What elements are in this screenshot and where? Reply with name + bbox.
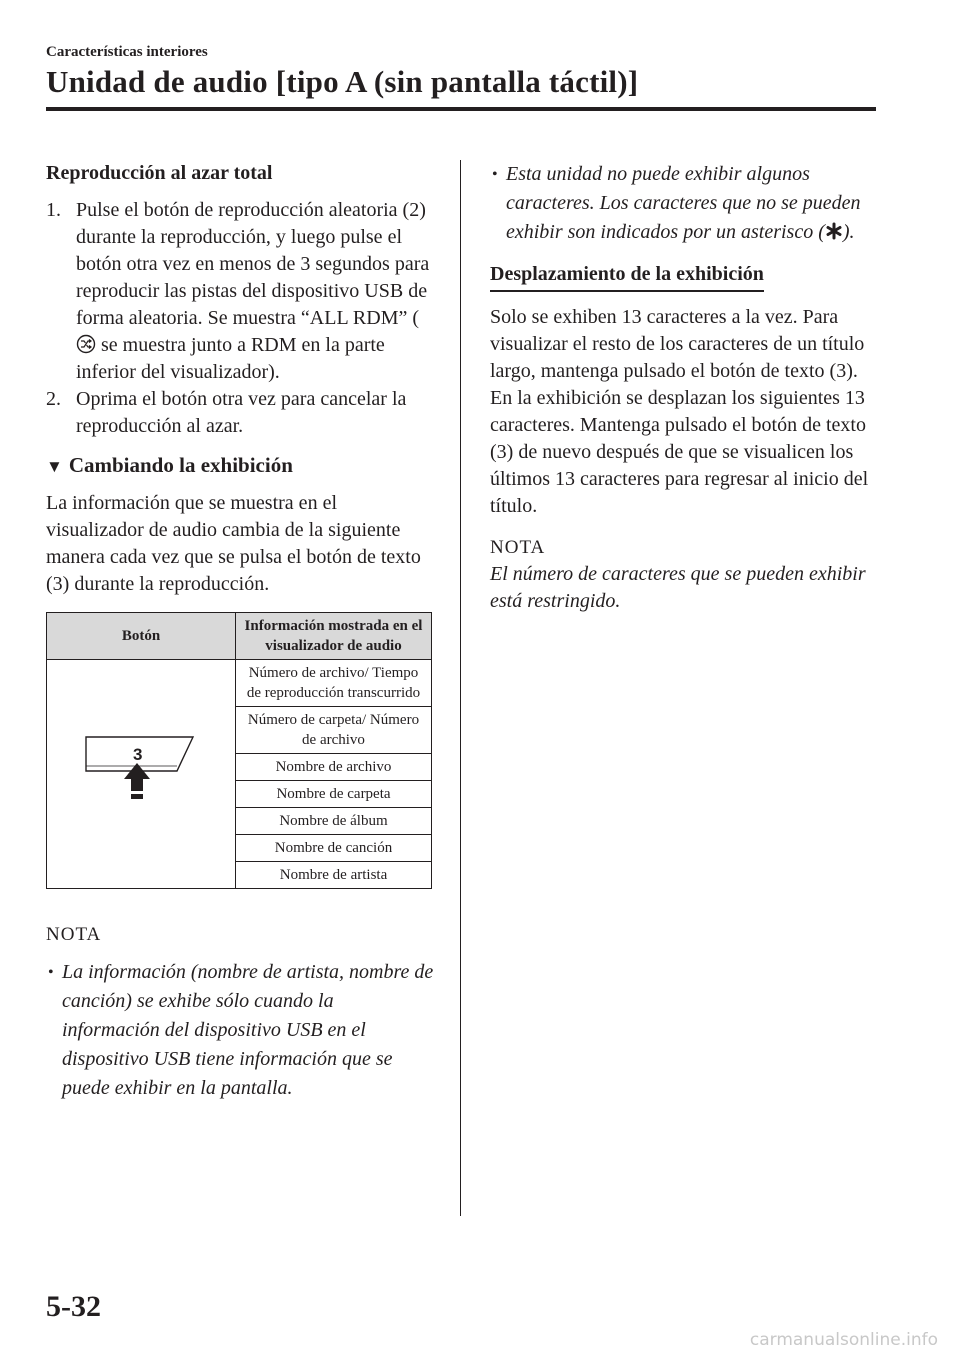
- table-cell: Número de carpeta/ Número de archivo: [236, 707, 432, 754]
- display-table: [46, 612, 432, 889]
- steps-list: [46, 197, 436, 440]
- left-column: [46, 160, 436, 1103]
- note-text: La información (nombre de artista, nombre de canción) se exhibe sólo cuando la información del dispositivo USB en el dispositivo USB tiene información que se puede exhibir en la pantalla.: [62, 961, 434, 1099]
- button-number-label: 3: [133, 745, 143, 764]
- nota-label: NOTA: [46, 924, 102, 945]
- note-text-after: ).: [842, 221, 855, 243]
- step-text: Oprima el botón otra vez para cancelar la reproducción al azar.: [76, 388, 407, 437]
- title-rule: [46, 107, 876, 111]
- note-item: [490, 160, 882, 247]
- table-header-row: [47, 613, 432, 660]
- step-number: 2.: [46, 388, 61, 410]
- right-column: [490, 160, 882, 615]
- watermark: carmanualsonline.info: [749, 1330, 938, 1350]
- bullet-dot: •: [492, 166, 498, 183]
- table-cell: Número de archivo/ Tiempo de reproducción transcurrido: [236, 660, 432, 707]
- random-all-heading: Reproducción al azar total: [46, 162, 273, 184]
- table-cell: Nombre de canción: [236, 835, 432, 862]
- step-1: [46, 197, 436, 386]
- triangle-marker-icon: ▼: [46, 457, 63, 476]
- text-button-icon: [81, 731, 201, 811]
- step-2: [46, 386, 436, 440]
- button-cell: [47, 660, 236, 889]
- table-header-info: Información mostrada en el visualizador de audio: [236, 613, 432, 660]
- page-number: 5-32: [46, 1290, 101, 1323]
- section-label: Características interiores: [46, 44, 208, 60]
- page-title: Unidad de audio [tipo A (sin pantalla táctil)]: [46, 64, 639, 99]
- random-play-icon: [76, 334, 96, 354]
- scroll-display-heading: Desplazamiento de la exhibición: [490, 261, 764, 292]
- column-divider: [460, 160, 461, 1216]
- change-display-title: Cambiando la exhibición: [68, 453, 293, 477]
- table-cell: Nombre de archivo: [236, 754, 432, 781]
- table-cell: Nombre de álbum: [236, 808, 432, 835]
- step-number: 1.: [46, 199, 61, 221]
- table-header-button: Botón: [47, 613, 236, 660]
- change-display-body: La información que se muestra en el visualizador de audio cambia de la siguiente manera cada vez que se pulsa el botón de texto (3) durante la reproducción.: [46, 492, 421, 595]
- change-display-heading: [46, 452, 436, 480]
- note-item: [46, 958, 436, 1103]
- table-row: [47, 660, 432, 707]
- bullet-dot: •: [48, 964, 54, 981]
- step-text-before: Pulse el botón de reproducción aleatoria (2) durante la reproducción, y luego pulse el botón otra vez en menos de 3 segundos para reproducir las pistas del dispositivo USB de forma aleatoria. Se muestra “ALL RDM” (: [76, 199, 430, 329]
- asterisk-icon: [825, 220, 843, 238]
- table-cell: Nombre de carpeta: [236, 781, 432, 808]
- nota-label: NOTA: [490, 537, 546, 558]
- nota-text: El número de caracteres que se pueden exhibir está restringido.: [490, 563, 866, 612]
- step-text-after: se muestra junto a RDM en la parte inferior del visualizador).: [76, 334, 385, 383]
- note-text-before: Esta unidad no puede exhibir algunos caracteres. Los caracteres que no se pueden exhibir son indicados por un asterisco (: [506, 163, 861, 243]
- table-cell: Nombre de artista: [236, 862, 432, 889]
- scroll-display-body: Solo se exhiben 13 caracteres a la vez. Para visualizar el resto de los caracteres de un título largo, mantenga pulsado el botón de texto (3). En la exhibición se desplazan los siguientes 13 caracteres. Mantenga pulsado el botón de texto (3) de nuevo después de que se visualicen los últimos 13 caracteres para regresar al inicio del título.: [490, 306, 869, 517]
